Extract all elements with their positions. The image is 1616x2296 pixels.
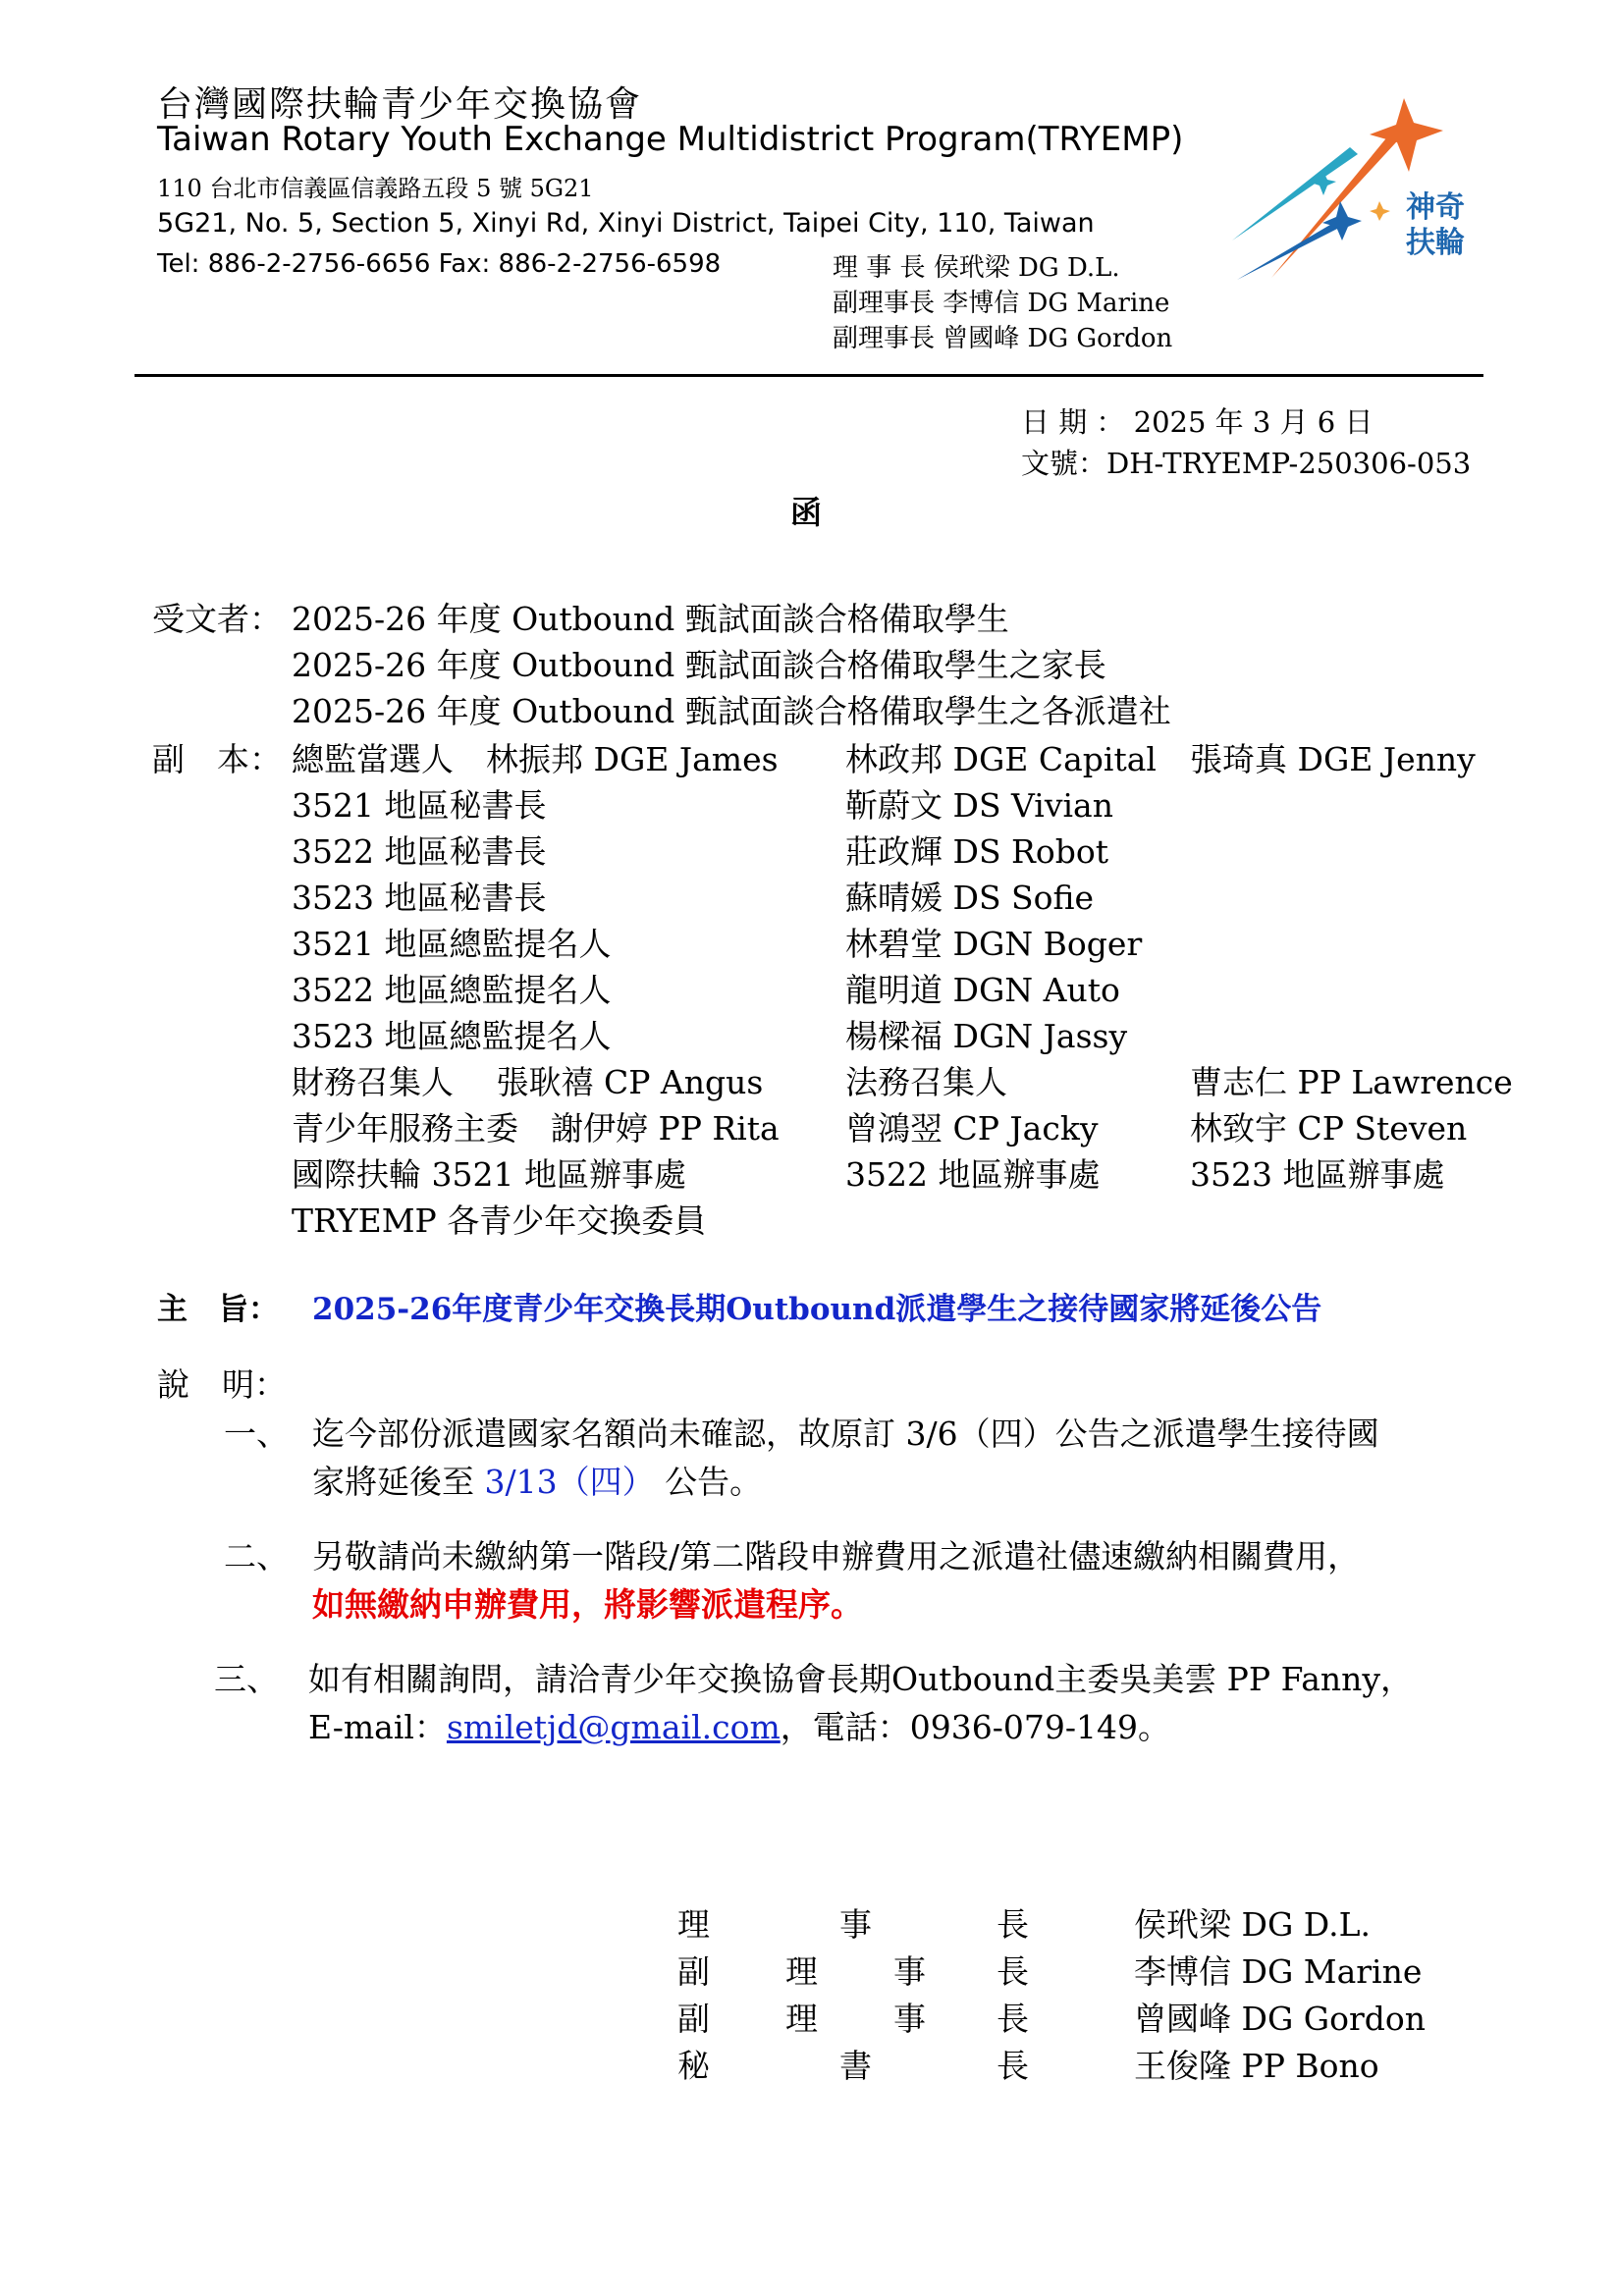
signature-title: 長: [997, 2047, 1029, 2085]
item2-line1: 另敬請尚未繳納第一階段/第二階段申辦費用之派遣社儘速繳納相關費用，: [312, 1537, 1361, 1575]
item-number: 三、: [214, 1660, 279, 1698]
signature-title: 長: [997, 2000, 1029, 2038]
cc-entry: 林政邦 DGE Capital: [845, 740, 1157, 778]
logo-text-line1: 神奇: [1406, 190, 1465, 225]
org-name-cn: 台灣國際扶輪青少年交換協會: [157, 84, 643, 125]
cc-entry: 3521 地區總監提名人: [292, 925, 612, 963]
cc-entry: 3522 地區辦事處: [845, 1155, 1101, 1194]
signature-name: 王俊隆 PP Bono: [1134, 2047, 1379, 2085]
subject-text: 2025-26年度青少年交換長期Outbound派遣學生之接待國家將延後公告: [312, 1292, 1322, 1327]
signature-title: 長: [997, 1905, 1029, 1944]
cc-entry: 總監當選人 林振邦 DGE James: [292, 740, 779, 778]
header-officer-vice-1: 副理事長 李博信 DG Marine: [833, 289, 1170, 318]
cc-label: 副 本：: [152, 740, 282, 778]
item1-line2: [312, 1457, 762, 1503]
cc-entry: 3523 地區秘書長: [292, 879, 547, 917]
org-name-en: Taiwan Rotary Youth Exchange Multidistrict Program(TRYEMP): [157, 120, 1184, 159]
cc-entry: 曹志仁 PP Lawrence: [1190, 1063, 1513, 1101]
cc-entry: 3521 地區秘書長: [292, 786, 547, 825]
recipient-line: 2025-26 年度 Outbound 甄試面談合格備取學生: [292, 600, 1009, 638]
signature-title: 理: [785, 1952, 818, 1991]
cc-entry: 張琦真 DGE Jenny: [1190, 740, 1476, 778]
item2-warning: 如無繳納申辦費用，將影響派遣程序。: [312, 1585, 863, 1624]
item3-line2: [308, 1702, 1170, 1748]
cc-entry: 3523 地區總監提名人: [292, 1017, 612, 1055]
subject-label: 主 旨：: [157, 1292, 279, 1327]
item3-line1: 如有相關詢問，請洽青少年交換協會長期Outbound主委吳美雲 PP Fanny，: [308, 1660, 1414, 1698]
signature-title: 副: [677, 2000, 710, 2038]
signature-title: 書: [839, 2047, 872, 2085]
header-divider: [135, 374, 1483, 377]
signature-name: 侯玳梁 DG D.L.: [1134, 1905, 1371, 1944]
item1-new-date: 3/13（四）: [484, 1463, 655, 1501]
recipients-label: 受文者：: [152, 600, 282, 638]
header-officer-vice-2: 副理事長 曾國峰 DG Gordon: [833, 324, 1173, 353]
address-en: 5G21, No. 5, Section 5, Xinyi Rd, Xinyi District, Taipei City, 110, Taiwan: [157, 208, 1095, 239]
recipient-line: 2025-26 年度 Outbound 甄試面談合格備取學生之家長: [292, 646, 1106, 684]
cc-entry: 3522 地區秘書長: [292, 832, 547, 871]
signature-title: 理: [677, 1905, 710, 1944]
cc-entry: TRYEMP 各青少年交換委員: [292, 1201, 707, 1240]
cc-entry: 國際扶輪 3521 地區辦事處: [292, 1155, 686, 1194]
signature-name: 李博信 DG Marine: [1134, 1952, 1423, 1991]
cc-entry: 法務召集人: [845, 1063, 1007, 1101]
signature-title: 副: [677, 1952, 710, 1991]
recipient-line: 2025-26 年度 Outbound 甄試面談合格備取學生之各派遣社: [292, 692, 1171, 730]
cc-entry: 林致宇 CP Steven: [1190, 1109, 1468, 1148]
signature-title: 事: [893, 2000, 926, 2038]
signature-name: 曾國峰 DG Gordon: [1134, 2000, 1427, 2038]
cc-entry: 青少年服務主委 謝伊婷 PP Rita: [292, 1109, 780, 1148]
contact-email-link[interactable]: smiletjd@gmail.com: [446, 1708, 781, 1746]
doc-title: 函: [790, 494, 823, 531]
item-number: 二、: [224, 1537, 289, 1575]
cc-entry: 靳蔚文 DS Vivian: [845, 786, 1113, 825]
item1-text-a: 家將延後至: [312, 1463, 474, 1501]
signature-title: 事: [839, 1905, 872, 1944]
cc-entry: 楊樑福 DGN Jassy: [845, 1017, 1128, 1055]
item1-line1: 迄今部份派遣國家名額尚未確認，故原訂 3/6（四）公告之派遣學生接待國: [312, 1415, 1379, 1453]
item-number: 一、: [224, 1415, 289, 1453]
cc-entry: 莊政輝 DS Robot: [845, 832, 1109, 871]
cc-entry: 財務召集人 張耿禧 CP Angus: [292, 1063, 764, 1101]
signature-title: 理: [785, 2000, 818, 2038]
signature-title: 秘: [677, 2047, 710, 2085]
doc-number: 文號：DH-TRYEMP-250306-053: [1021, 447, 1472, 480]
item3-email-label: E-mail：: [308, 1708, 447, 1746]
item3-phone: ，電話：0936-079-149。: [780, 1708, 1171, 1746]
doc-date: 日 期 ： 2025 年 3 月 6 日: [1021, 405, 1374, 439]
logo-text-line2: 扶輪: [1406, 226, 1465, 260]
address-cn: 110 台北市信義區信義路五段 5 號 5G21: [157, 175, 594, 202]
cc-entry: 龍明道 DGN Auto: [845, 971, 1120, 1009]
cc-entry: 3523 地區辦事處: [1190, 1155, 1445, 1194]
cc-entry: 曾鴻翌 CP Jacky: [845, 1109, 1099, 1148]
explain-label: 說 明：: [157, 1365, 287, 1404]
cc-entry: 3522 地區總監提名人: [292, 971, 612, 1009]
cc-entry: 林碧堂 DGN Boger: [845, 925, 1143, 963]
cc-entry: 蘇晴媛 DS Sofie: [845, 879, 1095, 917]
item1-text-c: 公告。: [665, 1463, 763, 1501]
signature-title: 事: [893, 1952, 926, 1991]
tel-fax: Tel: 886-2-2756-6656 Fax: 886-2-2756-6598: [157, 249, 722, 279]
header-officer-chair: 理 事 長 侯玳梁 DG D.L.: [833, 253, 1120, 283]
signature-title: 長: [997, 1952, 1029, 1991]
